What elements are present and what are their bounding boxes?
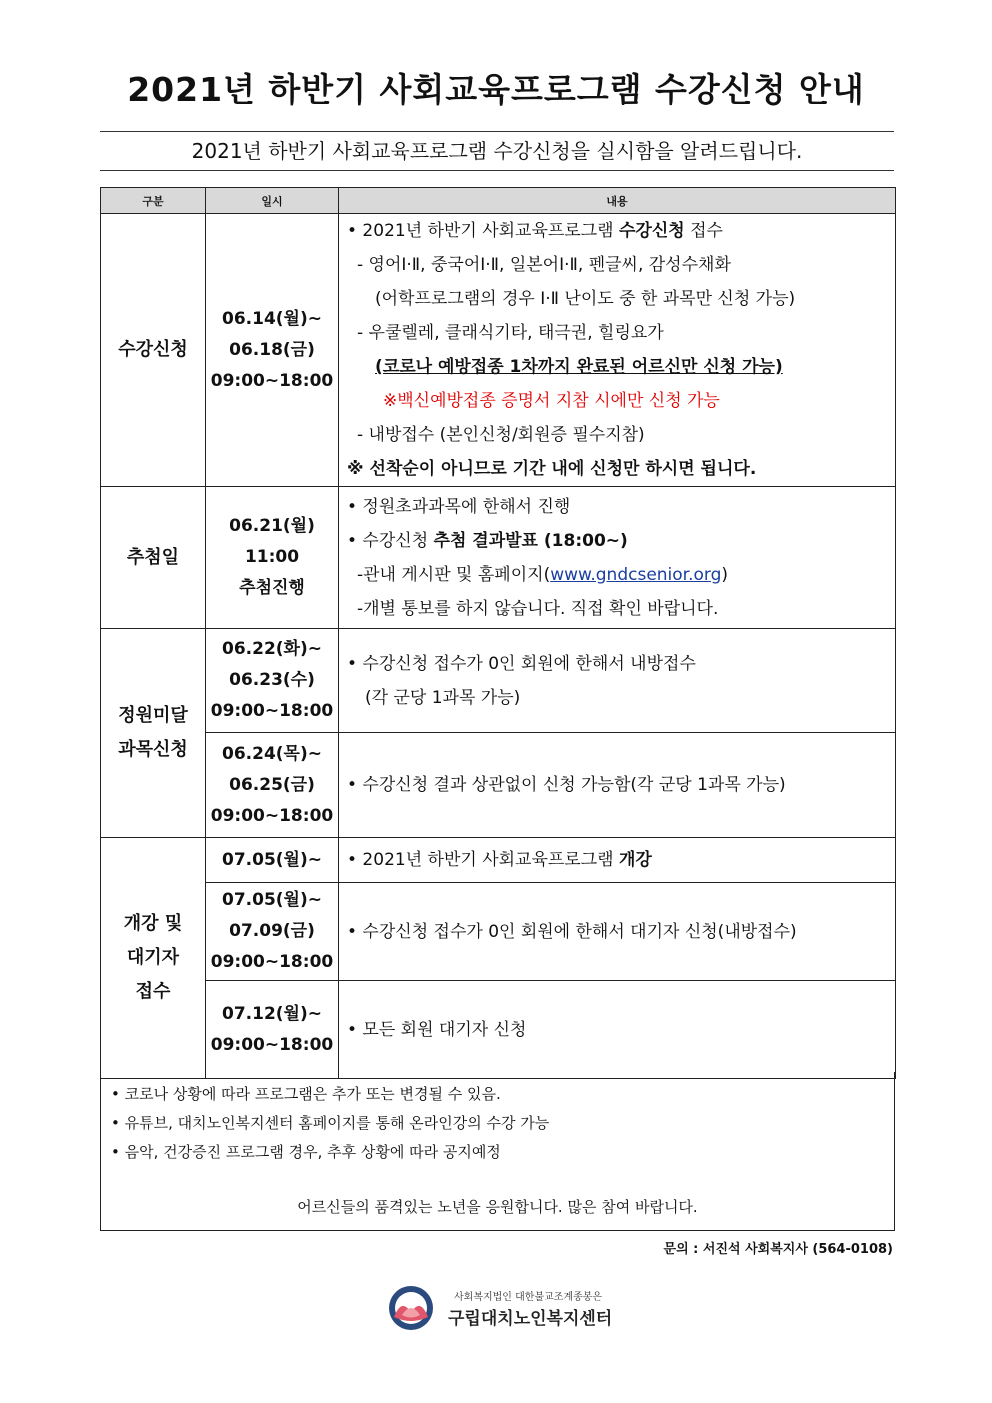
page-subtitle: 2021년 하반기 사회교육프로그램 수강신청을 실시함을 알려드립니다. — [100, 131, 894, 171]
header-content: 내용 — [339, 188, 896, 214]
content-cell: • 수강신청 접수가 0인 회원에 한해서 대기자 신청(내방접수) — [339, 883, 896, 981]
datetime-cell: 06.22(화)~ 06.23(수) 09:00~18:00 — [206, 629, 339, 733]
lotus-logo-icon — [378, 1283, 444, 1333]
content-cell: • 수강신청 결과 상관없이 신청 가능함(각 군당 1과목 가능) — [339, 733, 896, 838]
note-item: • 코로나 상황에 따라 프로그램은 추가 또는 변경될 수 있음. — [111, 1085, 501, 1103]
content-cell: • 모든 회원 대기자 신청 — [339, 981, 896, 1079]
note-item: • 유튜브, 대치노인복지센터 홈페이지를 통해 온라인강의 수강 가능 — [111, 1114, 550, 1132]
header-category: 구분 — [101, 188, 206, 214]
content-cell: • 수강신청 접수가 0인 회원에 한해서 내방접수 (각 군당 1과목 가능) — [339, 629, 896, 733]
table-row — [101, 838, 896, 883]
table-row — [101, 883, 896, 981]
note-item: • 음악, 건강증진 프로그램 경우, 추후 상황에 따라 공지예정 — [111, 1143, 501, 1161]
homepage-link[interactable]: www.gndcsenior.org — [550, 564, 722, 585]
header-datetime: 일시 — [206, 188, 339, 214]
table-row — [101, 981, 896, 1079]
datetime-cell: 06.14(월)~ 06.18(금) 09:00~18:00 — [206, 214, 339, 487]
table-row — [101, 487, 896, 629]
page-title: 2021년 하반기 사회교육프로그램 수강신청 안내 — [127, 70, 865, 109]
content-cell: • 정원초과과목에 한해서 진행 • 수강신청 추첨 결과발표 (18:00~) -관내 게시판 및 홈페이지(www.gndcsenior.org) -개별 통보를 하지 않습니다. 직접 확인 바랍니다. — [339, 487, 896, 629]
category-cell: 추첨일 — [101, 487, 206, 629]
closing-message: 어르신들의 품격있는 노년을 응원합니다. 많은 참여 바랍니다. — [297, 1198, 698, 1216]
table-row — [101, 733, 896, 838]
datetime-cell: 07.05(월)~ — [206, 838, 339, 883]
logo-center-name: 구립대치노인복지센터 — [448, 1309, 613, 1329]
schedule-table — [100, 187, 896, 1079]
content-cell: • 2021년 하반기 사회교육프로그램 개강 — [339, 838, 896, 883]
category-cell: 정원미달 과목신청 — [101, 629, 206, 838]
category-cell: 수강신청 — [101, 214, 206, 487]
content-cell: • 2021년 하반기 사회교육프로그램 수강신청 접수 - 영어Ⅰ·Ⅱ, 중국어Ⅰ·Ⅱ, 일본어Ⅰ·Ⅱ, 펜글씨, 감성수채화 (어학프로그램의 경우 Ⅰ·Ⅱ 난이도 중 한 과목만 신청 가능) - 우쿨렐레, 클래식기타, 태극권, 힐링요가 (코로나 예방접종 1차까지 완료된 어르신만 신청 가능) ※백신예방접종 증명서 지참 시에만 신청 가능 - 내방접수 (본인신청/회원증 필수지참) ※ 선착순이 아니므로 기간 내에 신청만 하시면 됩니다. — [339, 214, 896, 487]
table-row — [101, 214, 896, 487]
datetime-cell: 07.12(월)~ 09:00~18:00 — [206, 981, 339, 1079]
contact-info: 문의 : 서진석 사회복지사 (564-0108) — [663, 1242, 893, 1257]
table-row — [101, 629, 896, 733]
datetime-cell: 06.24(목)~ 06.25(금) 09:00~18:00 — [206, 733, 339, 838]
category-cell: 개강 및 대기자 접수 — [101, 838, 206, 1079]
datetime-cell: 06.21(월) 11:00 추첨진행 — [206, 487, 339, 629]
notes-box — [100, 1072, 895, 1231]
table-header-row — [101, 188, 896, 214]
center-logo — [378, 1283, 638, 1333]
datetime-cell: 07.05(월)~ 07.09(금) 09:00~18:00 — [206, 883, 339, 981]
logo-org-text: 사회복지법인 대한불교조계종봉은 — [454, 1292, 603, 1303]
